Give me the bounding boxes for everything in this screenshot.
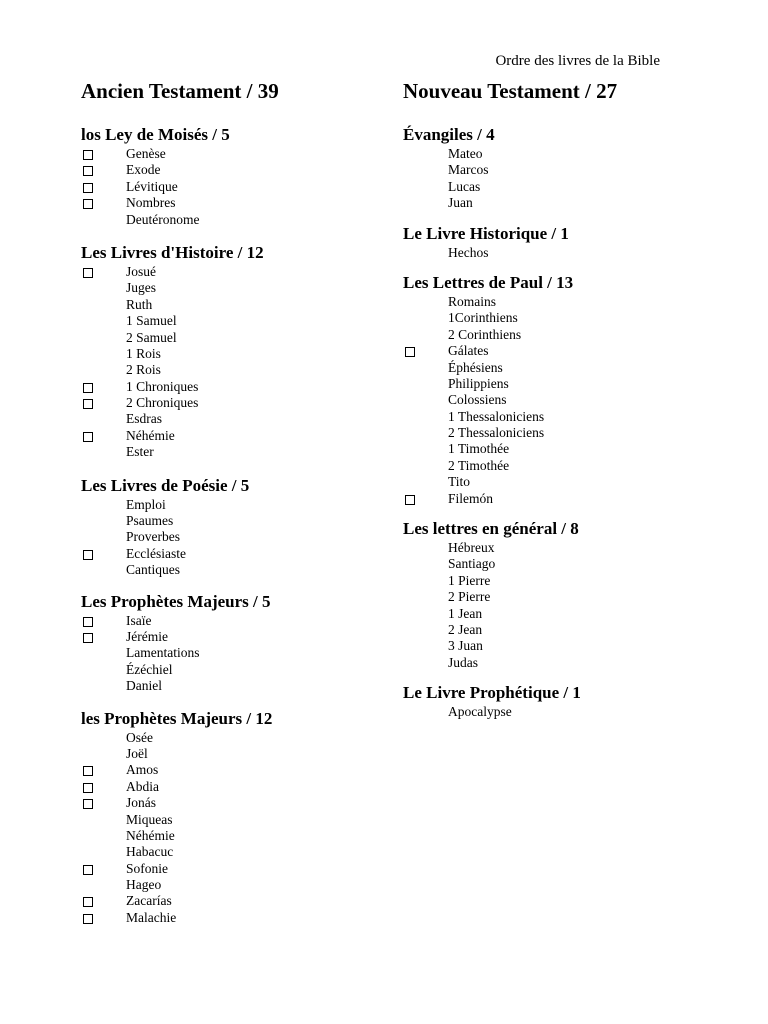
book-name: 1 Pierre [448, 572, 491, 588]
book-item [81, 746, 381, 762]
book-name: Judas [448, 654, 478, 670]
book-name: 2 Pierre [448, 589, 491, 605]
new-testament-title: Nouveau Testament / 27 [403, 79, 618, 103]
book-item [81, 379, 381, 395]
book-list [403, 704, 703, 720]
book-item [403, 245, 703, 261]
book-section [81, 124, 381, 228]
book-name: 2 Jean [448, 621, 483, 637]
book-name: Joël [126, 745, 148, 761]
book-name: Habacuc [126, 844, 174, 860]
book-item [81, 730, 381, 746]
checkbox-icon [83, 432, 93, 442]
checkbox-icon [83, 550, 93, 560]
book-item [81, 395, 381, 411]
checkbox-icon [83, 166, 93, 176]
new-testament-column [403, 78, 703, 721]
book-item [81, 629, 381, 645]
book-name: Esdras [126, 411, 162, 427]
book-list [403, 540, 703, 671]
book-name: 2 Samuel [126, 329, 177, 345]
book-item [81, 812, 381, 828]
book-section [81, 708, 381, 927]
book-name: Nombres [126, 195, 176, 211]
book-item [403, 376, 703, 392]
section-title: los Ley de Moisés / 5 [81, 125, 230, 144]
book-item [403, 310, 703, 326]
book-name: Malachie [126, 909, 177, 925]
book-name: 1Corinthiens [448, 310, 518, 326]
book-name: Hageo [126, 877, 162, 893]
book-item [403, 655, 703, 671]
book-item [81, 346, 381, 362]
book-section [403, 518, 703, 671]
book-item [81, 877, 381, 893]
checkbox-icon [83, 617, 93, 627]
book-item [403, 441, 703, 457]
checkbox-icon [83, 633, 93, 643]
book-name: Juges [126, 280, 156, 296]
book-item [403, 360, 703, 376]
book-list [81, 497, 381, 579]
book-name: Lucas [448, 178, 481, 194]
book-section [403, 124, 703, 212]
book-item [403, 425, 703, 441]
book-name: Gálates [448, 343, 489, 359]
checkbox-icon [405, 347, 415, 357]
book-item [403, 146, 703, 162]
book-list [81, 264, 381, 461]
book-item [81, 362, 381, 378]
book-item [81, 844, 381, 860]
book-item [403, 327, 703, 343]
book-name: 2 Thessaloniciens [448, 425, 545, 441]
book-item [81, 779, 381, 795]
book-name: Lévitique [126, 178, 178, 194]
section-title: Évangiles / 4 [403, 125, 495, 144]
book-item [403, 638, 703, 654]
book-name: 1 Thessaloniciens [448, 408, 545, 424]
book-item [81, 179, 381, 195]
book-item [403, 474, 703, 490]
book-name: Éphésiens [448, 359, 503, 375]
book-name: Exode [126, 162, 161, 178]
book-item [403, 162, 703, 178]
book-item [403, 294, 703, 310]
section-title: les Prophètes Majeurs / 12 [81, 708, 273, 728]
checkbox-icon [83, 399, 93, 409]
book-name: Zacarías [126, 893, 172, 909]
book-item [403, 573, 703, 589]
book-section [81, 475, 381, 579]
book-name: Isaïe [126, 612, 152, 628]
book-name: 2 Corinthiens [448, 326, 522, 342]
book-name: Hébreux [448, 540, 495, 556]
book-name: 2 Rois [126, 362, 161, 378]
book-item [81, 313, 381, 329]
book-item [81, 910, 381, 926]
book-name: 1 Chroniques [126, 378, 199, 394]
book-section [81, 242, 381, 461]
book-name: 1 Samuel [126, 313, 177, 329]
book-item [403, 704, 703, 720]
book-name: Colossiens [448, 392, 507, 408]
book-item [81, 195, 381, 211]
book-name: Proverbes [126, 529, 180, 545]
section-title: Les Lettres de Paul / 13 [403, 272, 574, 292]
book-list [403, 294, 703, 507]
book-item [81, 562, 381, 578]
book-name: Néhémie [126, 427, 175, 443]
book-section [81, 591, 381, 695]
book-item [81, 645, 381, 661]
book-name: Cantiques [126, 562, 180, 578]
checkbox-icon [83, 799, 93, 809]
book-name: Amos [126, 762, 159, 778]
book-item [81, 513, 381, 529]
section-title: Les Livres d'Histoire / 12 [81, 242, 264, 262]
book-name: Sofonie [126, 860, 168, 876]
book-item [403, 589, 703, 605]
book-item [403, 409, 703, 425]
book-name: Ester [126, 444, 154, 460]
book-name: 3 Juan [448, 638, 483, 654]
old-testament-sections [81, 124, 381, 926]
book-list [403, 245, 703, 261]
new-testament-sections [403, 124, 703, 721]
book-item [81, 828, 381, 844]
book-name: Genèse [126, 146, 166, 161]
book-name: Abdia [126, 778, 159, 794]
book-name: 2 Chroniques [126, 395, 199, 411]
book-name: Josué [126, 263, 156, 279]
book-item [81, 162, 381, 178]
book-item [81, 795, 381, 811]
book-item [81, 613, 381, 629]
section-title: Le Livre Historique / 1 [403, 223, 569, 243]
book-name: Lamentations [126, 645, 200, 661]
book-item [81, 444, 381, 460]
old-testament-column [81, 78, 381, 926]
book-item [403, 392, 703, 408]
book-item [81, 264, 381, 280]
checkbox-icon [83, 268, 93, 278]
book-item [81, 212, 381, 228]
document-header: Ordre des livres de la Bible [495, 53, 660, 69]
book-name: Hechos [448, 244, 489, 260]
book-item [403, 606, 703, 622]
book-item [403, 343, 703, 359]
checkbox-icon [83, 383, 93, 393]
book-item [81, 428, 381, 444]
book-list [81, 613, 381, 695]
book-name: Jonás [126, 795, 156, 811]
book-name: Ruth [126, 296, 153, 312]
book-item [81, 662, 381, 678]
checkbox-icon [83, 783, 93, 793]
book-item [81, 762, 381, 778]
book-name: Mateo [448, 146, 483, 161]
book-name: Philippiens [448, 375, 509, 391]
checkbox-icon [83, 766, 93, 776]
book-name: Tito [448, 474, 471, 490]
section-title: Les Livres de Poésie / 5 [81, 475, 250, 495]
book-item [81, 280, 381, 296]
book-name: Psaumes [126, 513, 174, 529]
book-item [403, 540, 703, 556]
section-title: Les Prophètes Majeurs / 5 [81, 591, 271, 611]
book-name: 1 Timothée [448, 441, 510, 457]
book-name: Romains [448, 293, 497, 309]
book-name: Apocalypse [448, 704, 512, 720]
checkbox-icon [83, 150, 93, 160]
book-section [403, 223, 703, 261]
book-list [81, 146, 381, 228]
book-item [81, 297, 381, 313]
book-item [81, 678, 381, 694]
book-name: Miqueas [126, 811, 173, 827]
book-item [81, 146, 381, 162]
book-name: 1 Rois [126, 345, 161, 361]
book-section [403, 682, 703, 720]
book-list [403, 146, 703, 212]
checkbox-icon [83, 199, 93, 209]
book-section [403, 272, 703, 507]
checkbox-icon [83, 914, 93, 924]
book-item [81, 411, 381, 427]
book-name: Deutéronome [126, 211, 200, 227]
book-name: Filemón [448, 490, 494, 506]
book-name: Marcos [448, 162, 489, 178]
book-item [81, 529, 381, 545]
book-name: Juan [448, 195, 473, 211]
checkbox-icon [83, 865, 93, 875]
book-name: Ecclésiaste [126, 545, 186, 561]
book-name: Ézéchiel [126, 661, 173, 677]
book-item [403, 622, 703, 638]
book-name: Emploi [126, 496, 166, 512]
book-name: Jérémie [126, 628, 168, 644]
checkbox-icon [83, 897, 93, 907]
book-item [81, 546, 381, 562]
book-item [403, 179, 703, 195]
book-name: Néhémie [126, 827, 175, 843]
book-item [403, 195, 703, 211]
book-item [81, 330, 381, 346]
book-list [81, 730, 381, 927]
book-name: 1 Jean [448, 605, 483, 621]
book-item [81, 893, 381, 909]
book-name: Daniel [126, 678, 162, 694]
section-title: Les lettres en général / 8 [403, 519, 579, 539]
book-item [403, 491, 703, 507]
book-item [81, 497, 381, 513]
checkbox-icon [405, 495, 415, 505]
checkbox-icon [83, 183, 93, 193]
book-name: 2 Timothée [448, 457, 510, 473]
book-name: Santiago [448, 556, 496, 572]
book-name: Osée [126, 729, 153, 745]
old-testament-title: Ancien Testament / 39 [81, 79, 279, 103]
section-title: Le Livre Prophétique / 1 [403, 683, 581, 703]
book-item [403, 458, 703, 474]
book-item [81, 861, 381, 877]
book-item [403, 556, 703, 572]
